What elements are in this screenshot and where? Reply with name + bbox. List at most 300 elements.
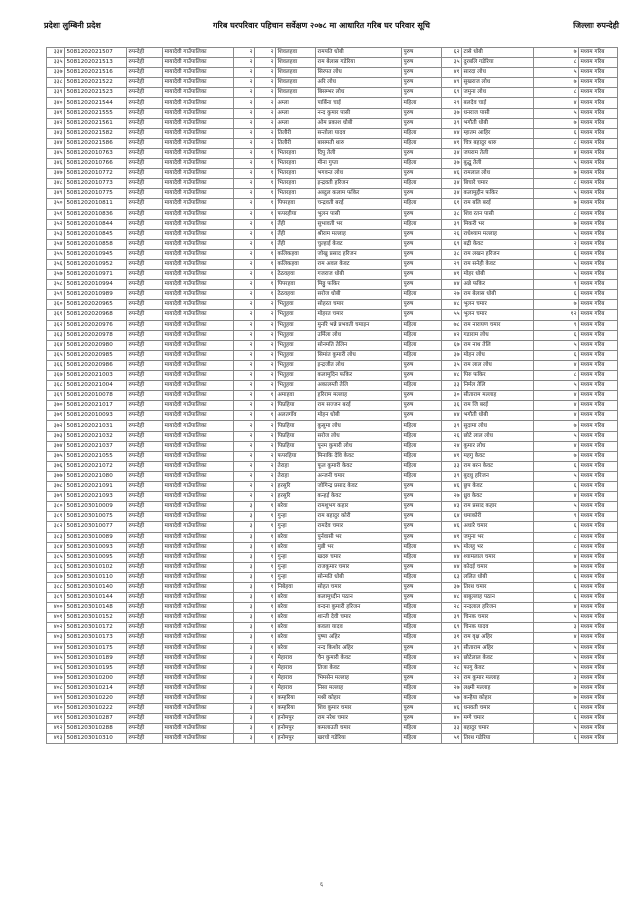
village-cell: अलतगाँव [276, 411, 316, 421]
household-head-cell: रामदेव चमार [316, 522, 402, 532]
ward-cell: २ [234, 249, 255, 259]
tole-number-cell: १ [255, 593, 276, 603]
gender-cell: पुरुष [402, 704, 442, 714]
household-id-cell: 5081203010152 [65, 613, 127, 623]
village-cell: अम्ला [276, 98, 316, 108]
serial-cell: ३७४ [47, 441, 65, 451]
gender-cell: महिला [402, 350, 442, 360]
province-label: प्रदेशः लुम्बिनी प्रदेश [44, 21, 101, 30]
district-cell: रुपन्देही [127, 58, 163, 68]
district-cell: रुपन्देही [127, 532, 163, 542]
age-cell: ४० [442, 714, 462, 724]
district-cell: रुपन्देही [127, 128, 163, 138]
age-cell: २८ [442, 603, 462, 613]
district-cell: रुपन्देही [127, 552, 163, 562]
municipality-cell: मायादेवी गाउँपालिका [163, 522, 234, 532]
ward-cell: २ [234, 88, 255, 98]
table-row [47, 401, 618, 411]
village-cell: मेहाराव [276, 663, 316, 673]
municipality-cell: मायादेवी गाउँपालिका [163, 189, 234, 199]
tole-number-cell: २ [255, 98, 276, 108]
serial-cell: ३४६ [47, 159, 65, 169]
household-id-cell: 5081202010766 [65, 159, 127, 169]
members-cell: ६ [534, 290, 579, 300]
tole-number-cell: १ [255, 391, 276, 401]
tole-number-cell: १ [255, 552, 276, 562]
gender-cell: महिला [402, 613, 442, 623]
table-row [47, 683, 618, 693]
household-head-cell: मश्री कोहार [316, 694, 402, 704]
municipality-cell: मायादेवी गाउँपालिका [163, 482, 234, 492]
respondent-cell: राम नारायण चमार [462, 320, 534, 330]
members-cell: ६ [534, 249, 579, 259]
ward-cell: २ [234, 461, 255, 471]
table-row [47, 108, 618, 118]
household-id-cell: 5081203010214 [65, 683, 127, 693]
household-id-cell: 5081203010189 [65, 653, 127, 663]
district-cell: रुपन्देही [127, 270, 163, 280]
age-cell: ४३ [442, 502, 462, 512]
gender-cell: पुरुष [402, 714, 442, 724]
household-id-cell: 5081202021037 [65, 441, 127, 451]
ward-cell: २ [234, 482, 255, 492]
household-id-cell: 5081203010222 [65, 704, 127, 714]
table-row [47, 350, 618, 360]
district-cell: रुपन्देही [127, 411, 163, 421]
tole-number-cell: २ [255, 48, 276, 58]
household-head-cell: दिपु तेली [316, 148, 402, 158]
serial-cell: ४०८ [47, 683, 65, 693]
district-cell: रुपन्देही [127, 219, 163, 229]
tole-number-cell: २ [255, 482, 276, 492]
village-cell: भितरहवा [276, 148, 316, 158]
table-row [47, 179, 618, 189]
respondent-cell: बहादुर चमार [462, 724, 534, 734]
household-head-cell: खदरु चमार [316, 552, 402, 562]
ward-cell: २ [234, 159, 255, 169]
tole-number-cell: २ [255, 371, 276, 381]
members-cell: ७ [534, 199, 579, 209]
age-cell: ४४ [442, 280, 462, 290]
age-cell: ३६ [442, 401, 462, 411]
district-cell: रुपन्देही [127, 603, 163, 613]
serial-cell: ३४७ [47, 169, 65, 179]
district-cell: रुपन्देही [127, 512, 163, 522]
district-cell: रुपन्देही [127, 310, 163, 320]
ward-cell: २ [234, 441, 255, 451]
category-cell: मध्यम गरिब [579, 88, 618, 98]
age-cell: ६९ [442, 88, 462, 98]
district-cell: रुपन्देही [127, 118, 163, 128]
ward-cell: २ [234, 471, 255, 481]
serial-cell: ३६७ [47, 371, 65, 381]
serial-cell: ३६६ [47, 360, 65, 370]
tole-number-cell: २ [255, 78, 276, 88]
gender-cell: महिला [402, 290, 442, 300]
page-number: ६ [319, 881, 324, 888]
serial-cell: ३५६ [47, 259, 65, 269]
district-cell: रुपन्देही [127, 461, 163, 471]
household-head-cell: राम बहादुर कोरी [316, 512, 402, 522]
tole-number-cell: १ [255, 522, 276, 532]
household-id-cell: 5081202010772 [65, 169, 127, 179]
gender-cell: पुरुष [402, 492, 442, 502]
village-cell: भितरहवा [276, 159, 316, 169]
district-cell: रुपन्देही [127, 734, 163, 744]
gender-cell: पुरुष [402, 300, 442, 310]
age-cell: २२ [442, 673, 462, 683]
household-id-cell: 5081203010173 [65, 633, 127, 643]
tole-number-cell: १ [255, 280, 276, 290]
district-cell: रुपन्देही [127, 593, 163, 603]
serial-cell: ३३७ [47, 68, 65, 78]
municipality-cell: मायादेवी गाउँपालिका [163, 724, 234, 734]
municipality-cell: मायादेवी गाउँपालिका [163, 512, 234, 522]
serial-cell: ३४५ [47, 148, 65, 158]
household-head-cell: अरि लोध [316, 78, 402, 88]
household-id-cell: 5081203010288 [65, 724, 127, 734]
category-cell: मध्यम गरिब [579, 694, 618, 704]
category-cell: मध्यम गरिब [579, 350, 618, 360]
tole-number-cell: १ [255, 169, 276, 179]
ward-cell: २ [234, 300, 255, 310]
category-cell: मध्यम गरिब [579, 653, 618, 663]
village-cell: बरेवा [276, 613, 316, 623]
municipality-cell: मायादेवी गाउँपालिका [163, 471, 234, 481]
table-row [47, 552, 618, 562]
age-cell: ५७ [442, 694, 462, 704]
members-cell: ८ [534, 532, 579, 542]
members-cell: ४ [534, 360, 579, 370]
district-cell: रुपन्देही [127, 502, 163, 512]
members-cell: ५ [534, 340, 579, 350]
household-id-cell: 5081203010172 [65, 623, 127, 633]
ward-cell: ३ [234, 724, 255, 734]
serial-cell: ३८५ [47, 552, 65, 562]
age-cell: ३७ [442, 108, 462, 118]
age-cell: ३३ [442, 381, 462, 391]
respondent-cell: राम जि बरई [462, 401, 534, 411]
ward-cell: ३ [234, 572, 255, 582]
district-cell: रुपन्देही [127, 694, 163, 704]
respondent-cell: भगौती धोबी [462, 118, 534, 128]
ward-cell: २ [234, 350, 255, 360]
members-cell: ७ [534, 78, 579, 88]
municipality-cell: मायादेवी गाउँपालिका [163, 138, 234, 148]
gender-cell: महिला [402, 330, 442, 340]
respondent-cell: धनवती चमार [462, 704, 534, 714]
gender-cell: पुरुष [402, 360, 442, 370]
category-cell: मध्यम गरिब [579, 310, 618, 320]
household-head-cell: नन्द किशोर अहिर [316, 643, 402, 653]
respondent-cell: कन्हैया कोहार [462, 694, 534, 704]
household-head-cell: पुर्नवासी भर [316, 532, 402, 542]
serial-cell: ३६० [47, 300, 65, 310]
ward-cell: २ [234, 239, 255, 249]
tole-number-cell: १ [255, 694, 276, 704]
gender-cell: महिला [402, 128, 442, 138]
members-cell: ४ [534, 148, 579, 158]
members-cell: ५ [534, 663, 579, 673]
ward-cell: २ [234, 259, 255, 269]
household-id-cell: 5081202021055 [65, 451, 127, 461]
category-cell: मध्यम गरिब [579, 148, 618, 158]
gender-cell: पुरुष [402, 411, 442, 421]
respondent-cell: सीताराम मल्लाह [462, 391, 534, 401]
household-head-cell: सोहत चमार [316, 582, 402, 592]
district-cell: रुपन्देही [127, 98, 163, 108]
district-cell: रुपन्देही [127, 249, 163, 259]
members-cell: ८ [534, 179, 579, 189]
village-cell: ठेठवहवा [276, 290, 316, 300]
category-cell: मध्यम गरिब [579, 68, 618, 78]
tole-number-cell: २ [255, 108, 276, 118]
household-head-cell: रामशुभग कहार [316, 502, 402, 512]
village-cell: मेहाराव [276, 673, 316, 683]
municipality-cell: मायादेवी गाउँपालिका [163, 451, 234, 461]
ward-cell: २ [234, 340, 255, 350]
category-cell: मध्यम गरिब [579, 229, 618, 239]
table-row [47, 633, 618, 643]
respondent-cell: राम प्रसाद कहार [462, 502, 534, 512]
household-head-cell: इन्द्रजीत लोध [316, 360, 402, 370]
serial-cell: ३८९ [47, 593, 65, 603]
municipality-cell: मायादेवी गाउँपालिका [163, 340, 234, 350]
members-cell: ४ [534, 552, 579, 562]
tole-number-cell: २ [255, 68, 276, 78]
table-row [47, 613, 618, 623]
category-cell: मध्यम गरिब [579, 522, 618, 532]
respondent-cell: मोहर धोबी [462, 270, 534, 280]
household-id-cell: 5081203010287 [65, 714, 127, 724]
ward-cell: २ [234, 421, 255, 431]
tole-number-cell: १ [255, 259, 276, 269]
table-row [47, 78, 618, 88]
village-cell: हरसुरि [276, 492, 316, 502]
category-cell: मध्यम गरिब [579, 643, 618, 653]
respondent-cell: सुदामा लोध [462, 421, 534, 431]
category-cell: मध्यम गरिब [579, 48, 618, 58]
household-id-cell: 5081203010075 [65, 512, 127, 522]
household-head-cell: पूनम कुमारी लोध [316, 441, 402, 451]
tole-number-cell: १ [255, 734, 276, 744]
village-cell: तेराहा [276, 461, 316, 471]
village-cell: गुन्हा [276, 522, 316, 532]
tole-number-cell: १ [255, 219, 276, 229]
household-id-cell: 5081202010811 [65, 199, 127, 209]
municipality-cell: मायादेवी गाउँपालिका [163, 562, 234, 572]
ward-cell: २ [234, 209, 255, 219]
ward-cell: ३ [234, 673, 255, 683]
category-cell: मध्यम गरिब [579, 633, 618, 643]
respondent-cell: राम सनेही केवट [462, 259, 534, 269]
respondent-cell: जमुना भर [462, 532, 534, 542]
members-cell: ५ [534, 270, 579, 280]
municipality-cell: मायादेवी गाउँपालिका [163, 320, 234, 330]
respondent-cell: सीताराम अहिर [462, 643, 534, 653]
district-cell: रुपन्देही [127, 148, 163, 158]
household-head-cell: इन्द्रवती हरिजन [316, 179, 402, 189]
tole-number-cell: १ [255, 613, 276, 623]
table-row [47, 512, 618, 522]
age-cell: ४९ [442, 78, 462, 88]
serial-cell: ३८४ [47, 542, 65, 552]
table-row [47, 391, 618, 401]
category-cell: मध्यम गरिब [579, 461, 618, 471]
respondent-cell: श्यामलाल चमार [462, 552, 534, 562]
age-cell: ४६ [442, 522, 462, 532]
members-cell: ४ [534, 98, 579, 108]
district-cell: रुपन्देही [127, 179, 163, 189]
municipality-cell: मायादेवी गाउँपालिका [163, 249, 234, 259]
ward-cell: २ [234, 128, 255, 138]
members-cell: ४ [534, 603, 579, 613]
household-id-cell: 5081202010836 [65, 209, 127, 219]
age-cell: ४६ [442, 704, 462, 714]
household-id-cell: 5081203010148 [65, 603, 127, 613]
respondent-cell: भगौती धोबी [462, 411, 534, 421]
respondent-cell: नन्दलाल हरिजन [462, 603, 534, 613]
serial-cell: ३४१ [47, 108, 65, 118]
municipality-cell: मायादेवी गाउँपालिका [163, 532, 234, 542]
gender-cell: पुरुष [402, 371, 442, 381]
age-cell: ३९ [442, 219, 462, 229]
respondent-cell: मोलहु भर [462, 542, 534, 552]
table-row [47, 48, 618, 58]
respondent-cell: राम वृक्ष अहिर [462, 633, 534, 643]
tole-number-cell: १ [255, 683, 276, 693]
table-row [47, 290, 618, 300]
respondent-cell: अधारे चमार [462, 522, 534, 532]
serial-cell: ४१० [47, 704, 65, 714]
district-cell: रुपन्देही [127, 482, 163, 492]
district-cell: रुपन्देही [127, 68, 163, 78]
serial-cell: ३३५ [47, 58, 65, 68]
age-cell: ३७ [442, 582, 462, 592]
table-row [47, 714, 618, 724]
ward-cell: २ [234, 229, 255, 239]
category-cell: मध्यम गरिब [579, 502, 618, 512]
members-cell: ४ [534, 633, 579, 643]
age-cell: २६ [442, 229, 462, 239]
village-cell: शिवलहवा [276, 68, 316, 78]
gender-cell: पुरुष [402, 229, 442, 239]
municipality-cell: मायादेवी गाउँपालिका [163, 88, 234, 98]
household-head-cell: शिव कुमार चमार [316, 704, 402, 714]
district-cell: रुपन्देही [127, 542, 163, 552]
table-row [47, 482, 618, 492]
respondent-cell: जयराम तेली [462, 148, 534, 158]
members-cell: ८ [534, 371, 579, 381]
village-cell: पिपरहवा [276, 199, 316, 209]
respondent-cell: राम लाल लोध [462, 360, 534, 370]
ward-cell: ३ [234, 643, 255, 653]
household-id-cell: 5081202010773 [65, 179, 127, 189]
serial-cell: ४०१ [47, 613, 65, 623]
household-id-cell: 5081202020976 [65, 320, 127, 330]
household-head-cell: भगवन्त लोध [316, 169, 402, 179]
gender-cell: महिला [402, 724, 442, 734]
household-head-cell: निसा मल्लाह [316, 683, 402, 693]
household-id-cell: 5081202021516 [65, 68, 127, 78]
category-cell: मध्यम गरिब [579, 673, 618, 683]
serial-cell: ३८२ [47, 522, 65, 532]
age-cell: ४४ [442, 562, 462, 572]
municipality-cell: मायादेवी गाउँपालिका [163, 542, 234, 552]
serial-cell: ३५२ [47, 219, 65, 229]
household-head-cell: मुनरि भन्ने प्रभवती चमाइन [316, 320, 402, 330]
members-cell: ५ [534, 724, 579, 734]
age-cell: २६ [442, 431, 462, 441]
serial-cell: ३७९ [47, 492, 65, 502]
serial-cell: ३८७ [47, 572, 65, 582]
respondent-cell: निर्मल तेलि [462, 381, 534, 391]
table-row [47, 522, 618, 532]
respondent-cell: कलामुद्दीन फकिर [462, 189, 534, 199]
village-cell: अम्ला [276, 108, 316, 118]
tole-number-cell: २ [255, 431, 276, 441]
household-id-cell: 5081203010310 [65, 734, 127, 744]
respondent-cell: तिरथ गडेरिया [462, 734, 534, 744]
members-cell: ७ [534, 451, 579, 461]
household-head-cell: खरचो गडेरिया [316, 734, 402, 744]
respondent-cell: गडाराम लोध [462, 330, 534, 340]
district-cell: रुपन्देही [127, 391, 163, 401]
village-cell: गुन्हा [276, 572, 316, 582]
village-cell: कम्हरिया [276, 704, 316, 714]
municipality-cell: मायादेवी गाउँपालिका [163, 572, 234, 582]
category-cell: मध्यम गरिब [579, 704, 618, 714]
household-head-cell: रामपति धोबी [316, 48, 402, 58]
gender-cell: पुरुष [402, 189, 442, 199]
gender-cell: पुरुष [402, 522, 442, 532]
district-cell: रुपन्देही [127, 714, 163, 724]
table-row [47, 411, 618, 421]
serial-cell: ३४९ [47, 189, 65, 199]
members-cell: ७ [534, 562, 579, 572]
village-cell: हनोमपुर [276, 714, 316, 724]
age-cell: ४१ [442, 138, 462, 148]
household-head-cell: नन्द कुमार पासी [316, 108, 402, 118]
members-cell: ६ [534, 522, 579, 532]
members-cell: ४ [534, 411, 579, 421]
category-cell: मध्यम गरिब [579, 159, 618, 169]
municipality-cell: मायादेवी गाउँपालिका [163, 78, 234, 88]
serial-cell: ३६१ [47, 310, 65, 320]
household-id-cell: 5081203010220 [65, 694, 127, 704]
category-cell: मध्यम गरिब [579, 169, 618, 179]
household-id-cell: 5081202021004 [65, 381, 127, 391]
serial-cell: ३७८ [47, 482, 65, 492]
household-head-cell: सोन्मति धोबी [316, 572, 402, 582]
age-cell: २८ [442, 663, 462, 673]
district-cell: रुपन्देही [127, 138, 163, 148]
household-id-cell: 5081202021513 [65, 58, 127, 68]
members-cell: ६ [534, 593, 579, 603]
tole-number-cell: २ [255, 300, 276, 310]
ward-cell: ३ [234, 613, 255, 623]
household-head-cell: सोहरत चमार [316, 300, 402, 310]
age-cell: ३७ [442, 350, 462, 360]
serial-cell: ३७१ [47, 411, 65, 421]
table-row [47, 199, 618, 209]
ward-cell: २ [234, 138, 255, 148]
members-cell: ३ [534, 623, 579, 633]
ward-cell: २ [234, 270, 255, 280]
table-row [47, 58, 618, 68]
members-cell: ७ [534, 118, 579, 128]
gender-cell: महिला [402, 694, 442, 704]
